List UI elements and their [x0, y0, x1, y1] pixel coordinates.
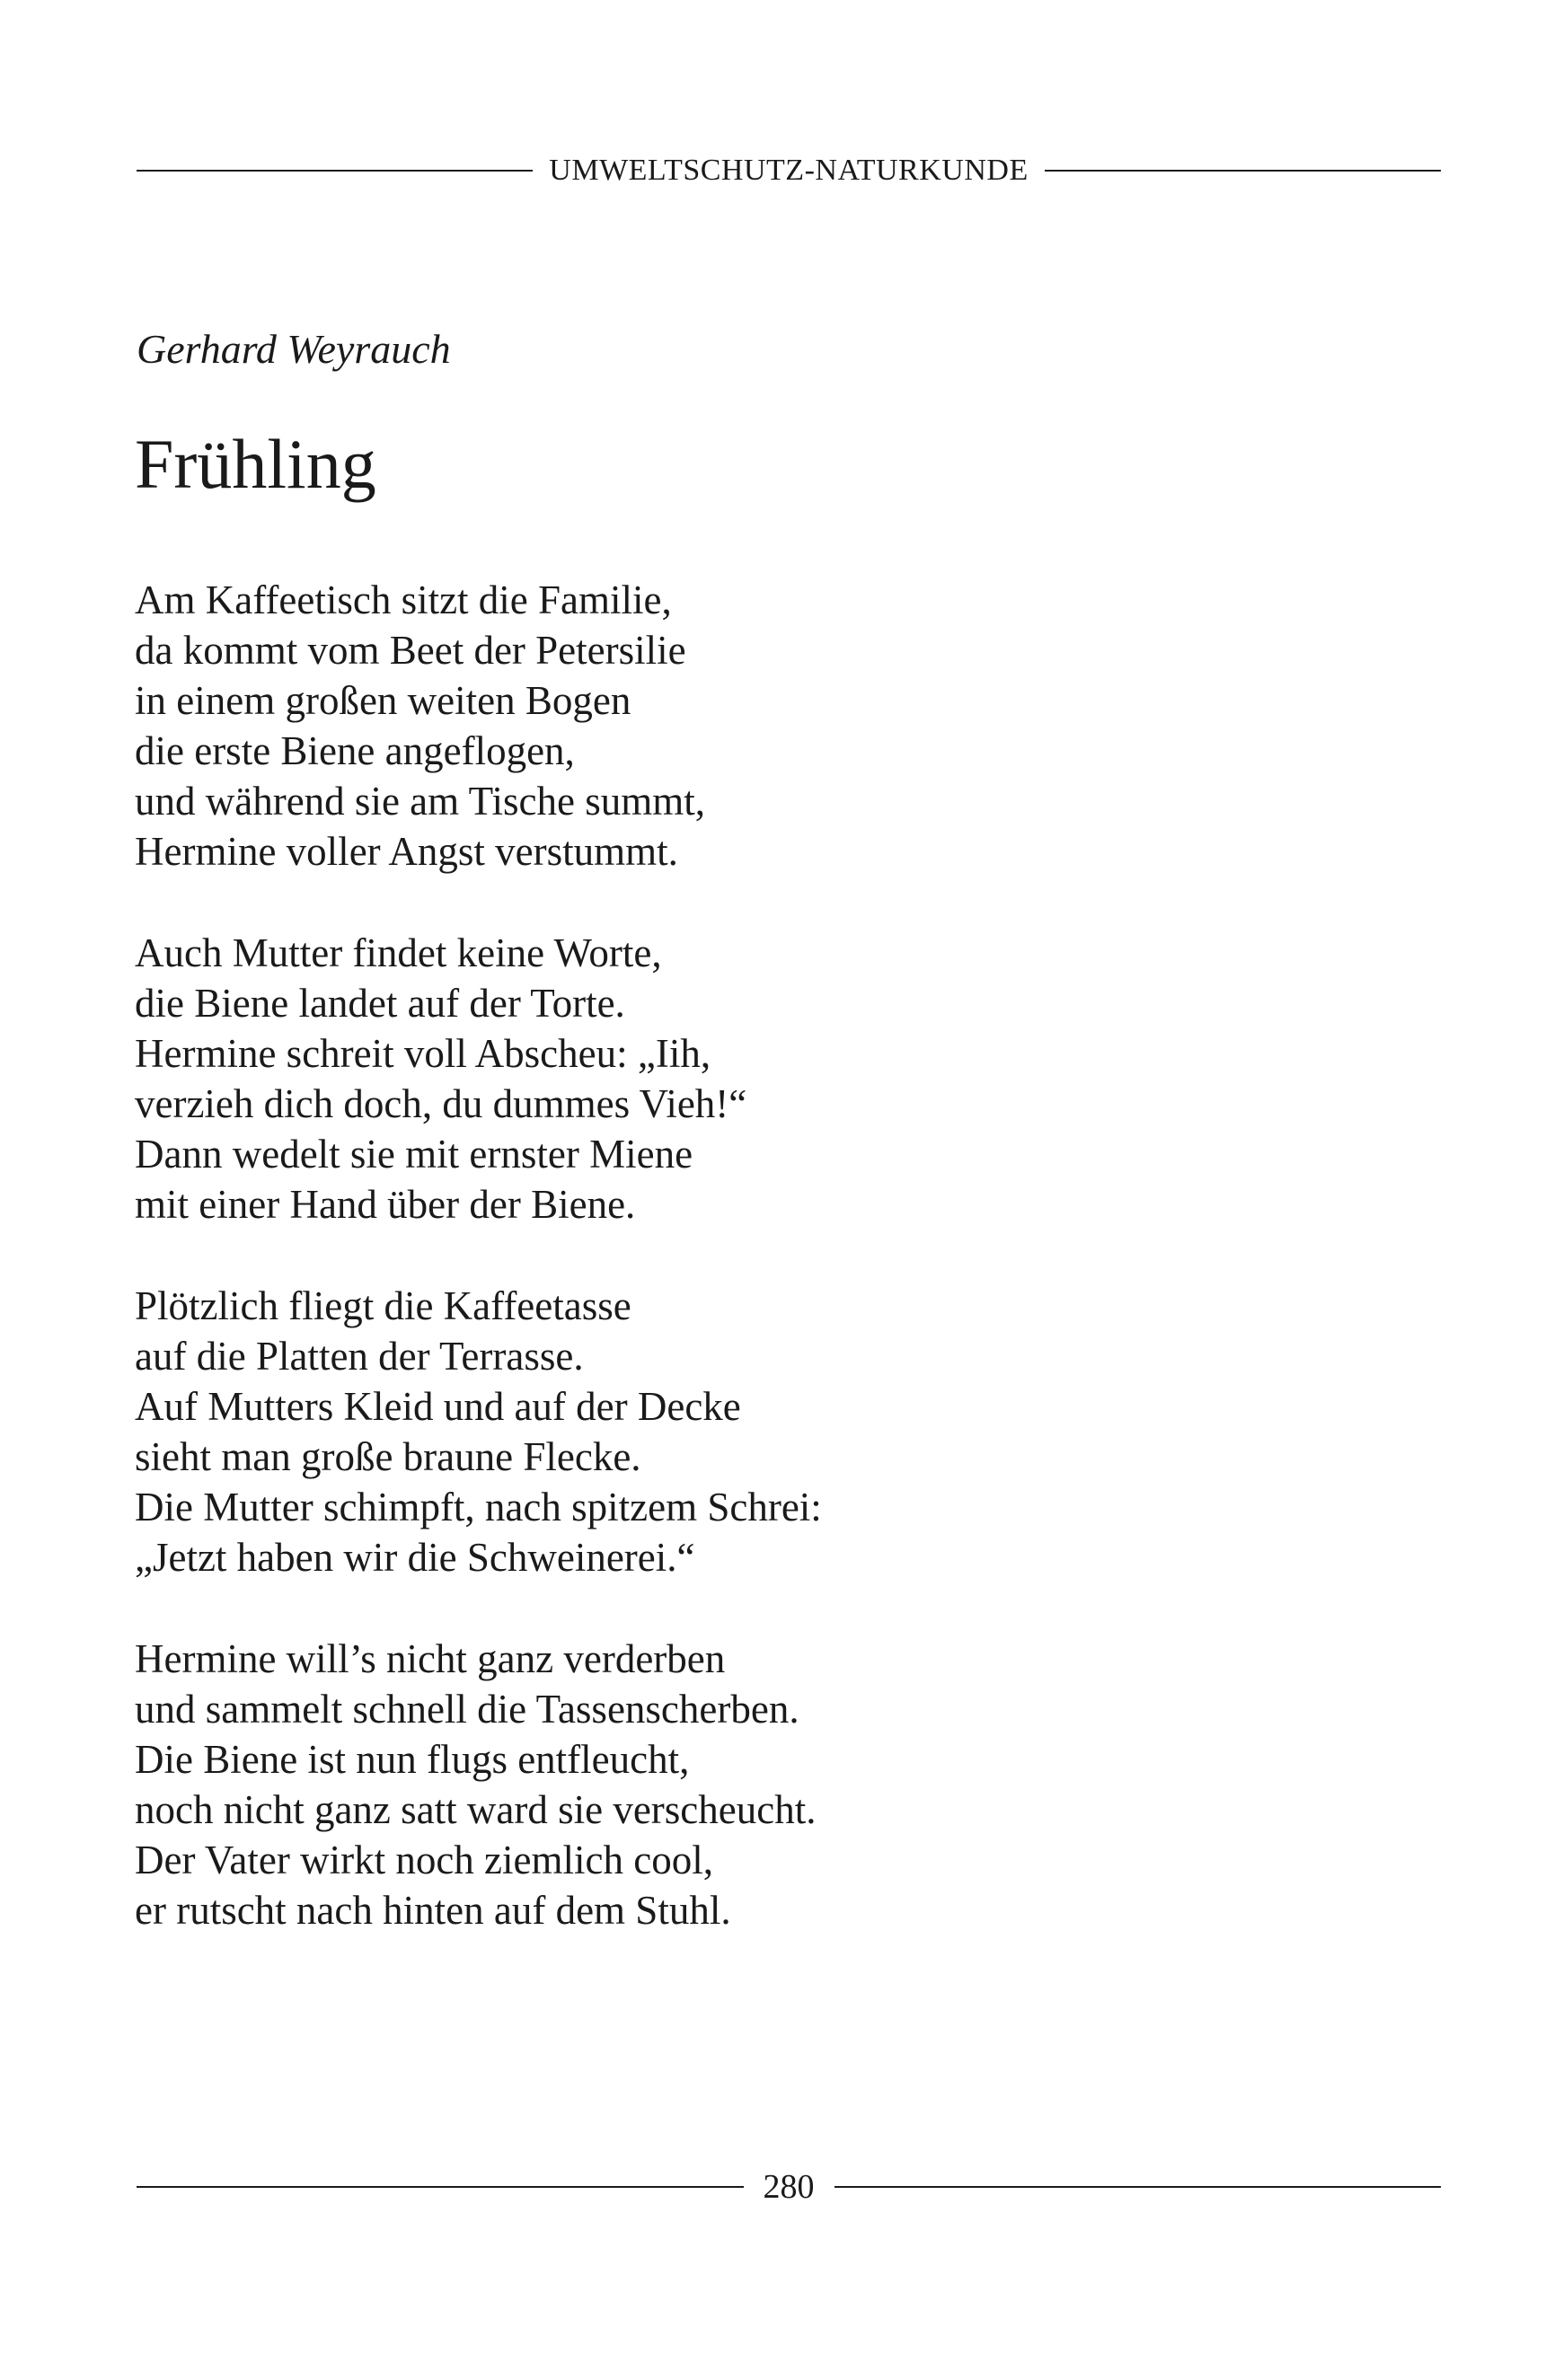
poem-line: Hermine schreit voll Abscheu: „Iih,: [135, 1031, 711, 1076]
poem-line: noch nicht ganz satt ward sie verscheucht.: [135, 1787, 817, 1832]
poem-line: Hermine will’s nicht ganz verderben: [135, 1636, 726, 1681]
running-header: [137, 151, 1441, 190]
page-footer: [137, 2164, 1441, 2209]
poem-line: die Biene landet auf der Torte.: [135, 981, 625, 1026]
header-rule-right: [1045, 170, 1441, 172]
poem-line: und während sie am Tische summt,: [135, 779, 705, 824]
poem-line: Auf Mutters Kleid und auf der Decke: [135, 1384, 741, 1429]
footer-rule-left: [137, 2186, 744, 2188]
running-title: UMWELTSCHUTZ-NATURKUNDE: [549, 154, 1029, 187]
footer-rule-right: [834, 2186, 1442, 2188]
header-rule-left: [137, 170, 533, 172]
poem-title: Frühling: [135, 425, 376, 503]
poem-line: mit einer Hand über der Biene.: [135, 1182, 636, 1227]
poem-line: in einem großen weiten Bogen: [135, 678, 631, 723]
stanza-3: [135, 1281, 1302, 1582]
page-number: 280: [763, 2168, 815, 2206]
poem-line: „Jetzt haben wir die Schweinerei.“: [135, 1535, 695, 1580]
stanza-4: [135, 1634, 1302, 1935]
poem-line: Plötzlich fliegt die Kaffeetasse: [135, 1283, 631, 1328]
poem-line: verzieh dich doch, du dummes Vieh!“: [135, 1081, 747, 1126]
poem-body: [135, 575, 1302, 1987]
poem-line: sieht man große braune Flecke.: [135, 1434, 641, 1479]
poem-line: die erste Biene angeflogen,: [135, 728, 575, 773]
stanza-1: [135, 575, 1302, 877]
poem-line: und sammelt schnell die Tassenscherben.: [135, 1687, 799, 1732]
poem-line: da kommt vom Beet der Petersilie: [135, 628, 686, 673]
poem-line: Der Vater wirkt noch ziemlich cool,: [135, 1838, 713, 1882]
poem-line: er rutscht nach hinten auf dem Stuhl.: [135, 1888, 731, 1933]
poem-line: auf die Platten der Terrasse.: [135, 1334, 584, 1379]
poem-line: Dann wedelt sie mit ernster Miene: [135, 1132, 693, 1177]
poem-line: Hermine voller Angst verstummt.: [135, 829, 678, 874]
poem-line: Die Biene ist nun flugs entfleucht,: [135, 1737, 690, 1782]
stanza-2: [135, 928, 1302, 1230]
poem-line: Die Mutter schimpft, nach spitzem Schrei:: [135, 1485, 822, 1529]
poem-line: Am Kaffeetisch sitzt die Familie,: [135, 577, 672, 622]
poem-line: Auch Mutter findet keine Worte,: [135, 930, 662, 975]
author-name: Gerhard Weyrauch: [137, 326, 451, 372]
